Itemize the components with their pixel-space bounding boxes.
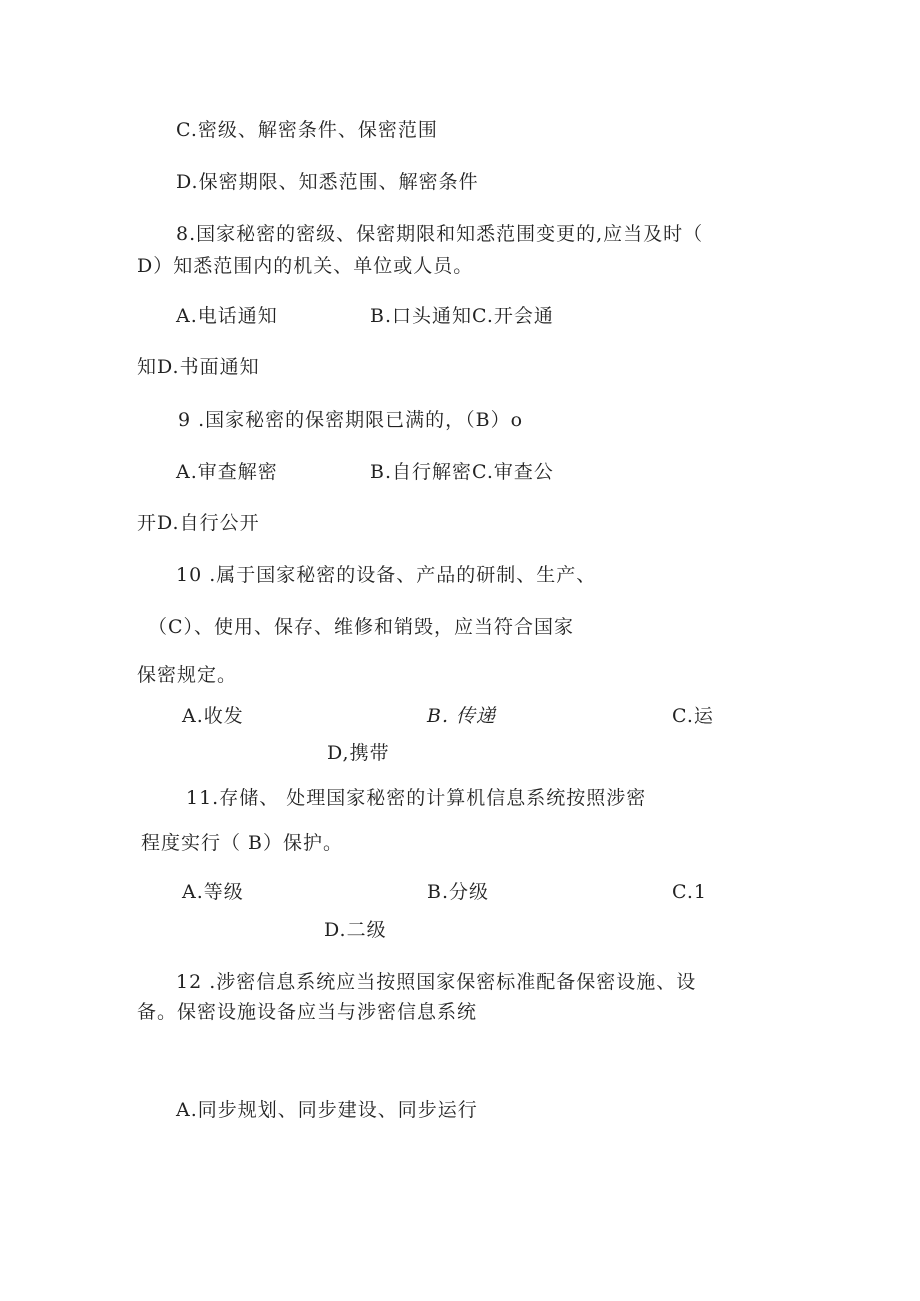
q9-option-continued: 开D.自行公开: [137, 512, 260, 534]
q8-option-continued: 知D.书面通知: [137, 356, 260, 378]
q11-stem-line1: 11.存储、 处理国家秘密的计算机信息系统按照涉密: [186, 787, 647, 809]
q11-option-c: C.1: [672, 881, 707, 903]
q9-option-a: A.审查解密: [176, 461, 278, 483]
q11-option-d: D.二级: [324, 919, 387, 941]
q12-option-a: A.同步规划、同步建设、同步运行: [176, 1099, 478, 1121]
q8-option-a: A.电话通知: [176, 305, 278, 327]
q11-option-b: B.分级: [427, 881, 490, 903]
q10-option-a: A.收发: [182, 705, 244, 727]
q10-option-b: B. 传递: [427, 705, 497, 727]
q9-option-bc: B.自行解密C.审查公: [370, 461, 554, 483]
q11-option-a: A.等级: [182, 881, 244, 903]
q12-stem-line1: 12 .涉密信息系统应当按照国家保密标准配备保密设施、设: [176, 971, 697, 993]
q10-option-c: C.运: [672, 705, 714, 727]
q8-option-bc: B.口头通知C.开会通: [370, 305, 554, 327]
q8-stem-line2: D）知悉范围内的机关、单位或人员。: [137, 255, 474, 277]
q10-stem-line3: 保密规定。: [137, 664, 238, 686]
q10-stem-line2: （C）、使用、保存、维修和销毁，应当符合国家: [148, 616, 575, 638]
q11-stem-line2: 程度实行（ B）保护。: [141, 832, 344, 854]
q10-option-d: D,携带: [327, 742, 390, 764]
q9-stem: 9 .国家秘密的保密期限已满的，（B）o: [178, 409, 524, 431]
q12-stem-line2: 备。保密设施设备应当与涉密信息系统: [137, 1001, 478, 1023]
q8-stem-line1: 8.国家秘密的密级、保密期限和知悉范围变更的,应当及时（: [176, 223, 704, 245]
q10-stem-line1: 10 .属于国家秘密的设备、产品的研制、生产、: [176, 564, 597, 586]
q7-option-c: C.密级、解密条件、保密范围: [176, 119, 438, 141]
q7-option-d: D.保密期限、知悉范围、解密条件: [176, 171, 479, 193]
